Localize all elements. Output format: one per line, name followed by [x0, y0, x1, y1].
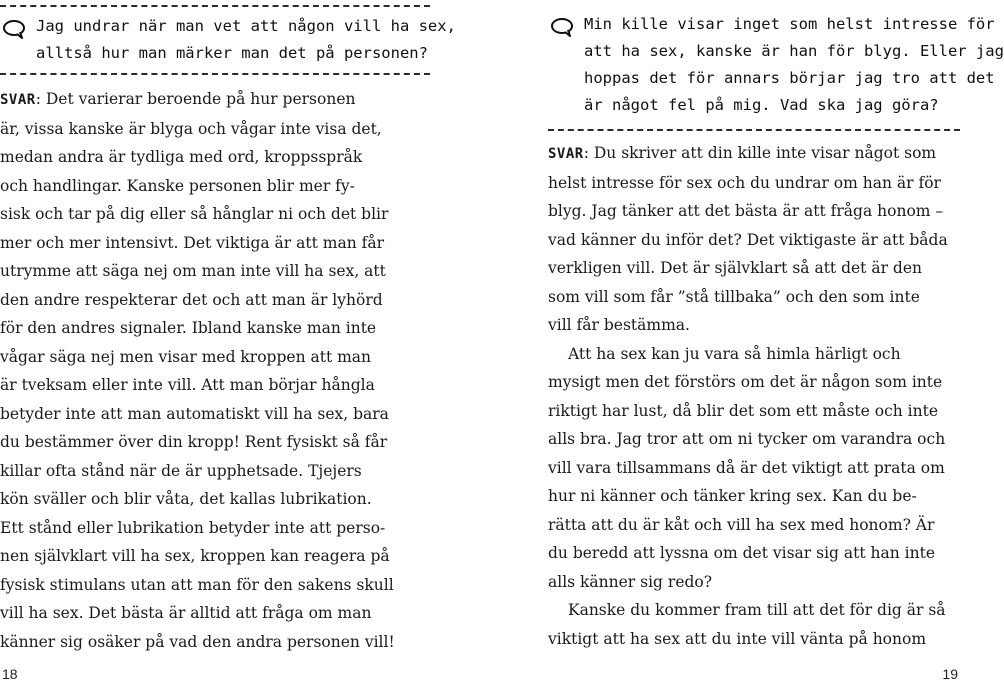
left-page: [0, 0, 456, 684]
answer-line: killar ofta stånd när de är upphetsade. Tjejers: [0, 461, 362, 480]
answer-line: vill vara tillsammans då är det viktigt att prata om: [548, 458, 945, 477]
answer-line: medan andra är tydliga med ord, kroppsspråk: [0, 148, 363, 166]
answer-line: mer och mer intensivt. Det viktiga är att man får: [0, 233, 384, 252]
answer-line: känner sig osäker på vad den andra personen vill!: [0, 632, 395, 651]
answer-line: nen självklart vill ha sex, kroppen kan reagera på: [0, 547, 390, 565]
right-page: [548, 0, 1004, 684]
question-line: att ha sex, kanske är han för blyg. Eller jag: [584, 42, 1004, 60]
speech-bubble-icon: [550, 17, 574, 37]
answer-line: viktigt att ha sex att du inte vill vänta på honom: [548, 629, 927, 648]
answer-line: vill ha sex. Det bästa är alltid att fråga om man: [0, 604, 372, 622]
answer-line: verkligen vill. Det är självklart så att det är den: [548, 259, 922, 277]
question-divider: [0, 73, 430, 75]
answer-line: för den andres signaler. Ibland kanske man inte: [0, 319, 377, 337]
answer-text: [0, 85, 430, 656]
answer-line: Ett stånd eller lubrikation betyder inte att perso-: [0, 518, 386, 537]
answer-line: betyder inte att man automatiskt vill ha sex, bara: [0, 404, 389, 423]
page-number: 18: [2, 666, 18, 682]
answer-line: fysisk stimulans utan att man för den sakens skull: [0, 575, 394, 594]
answer-line: är, vissa kanske är blyga och vågar inte visa det,: [0, 119, 382, 138]
question-line: Min kille visar inget som helst intresse för: [584, 15, 995, 33]
answer-line: utrymme att säga nej om man inte vill ha sex, att: [0, 262, 386, 280]
answer-line: SVAR: Du skriver att din kille inte visar något som: [548, 144, 937, 162]
answer-line: vad känner du inför det? Det viktigaste är att båda: [548, 230, 948, 249]
question-line: är något fel på mig. Vad ska jag göra?: [584, 96, 939, 114]
answer-line: rätta att du är kåt och vill ha sex med honom? Är: [548, 515, 935, 534]
answer-line: Kanske du kommer fram till att det för dig är så: [568, 601, 946, 619]
top-divider: [0, 5, 430, 7]
answer-label: SVAR: [0, 92, 36, 108]
question-line: hoppas det för annars börjar jag tro att det: [584, 69, 995, 87]
question-block: [0, 13, 456, 67]
answer-line: sisk och tar på dig eller så hånglar ni och det blir: [0, 205, 389, 223]
answer-label: SVAR: [548, 146, 584, 162]
answer-line: du bestämmer över din kropp! Rent fysiskt så får: [0, 433, 388, 451]
answer-line: alls bra. Jag tror att om ni tycker om varandra och: [548, 430, 946, 448]
answer-line: vill får bestämma.: [548, 316, 690, 334]
answer-line: är tveksam eller inte vill. Att man börjar hångla: [0, 376, 375, 394]
answer-line: vågar säga nej men visar med kroppen att man: [0, 347, 372, 366]
answer-line: och handlingar. Kanske personen blir mer fy-: [0, 176, 355, 195]
answer-line: du beredd att lyssna om det visar sig att han inte: [548, 544, 935, 562]
answer-line: riktigt har lust, då blir det som ett måste och inte: [548, 401, 939, 420]
question-block: [548, 11, 1004, 119]
page-number: 19: [942, 666, 958, 682]
answer-line: alls känner sig redo?: [548, 572, 713, 591]
answer-line: mysigt men det förstörs om det är någon som inte: [548, 373, 943, 391]
speech-bubble-icon: [2, 19, 26, 39]
question-line: alltså hur man märker man det på personen?: [36, 44, 428, 62]
answer-line: blyg. Jag tänker att det bästa är att fråga honom –: [548, 202, 944, 220]
answer-line: hur ni känner och tänker kring sex. Kan du be-: [548, 487, 917, 505]
answer-line: helst intresse för sex och du undrar om han är för: [548, 173, 941, 192]
question-divider: [548, 129, 960, 131]
answer-line: som vill som får ”stå tillbaka” och den som inte: [548, 287, 920, 306]
answer-line: Att ha sex kan ju vara så himla härligt och: [568, 344, 901, 363]
question-line: Jag undrar när man vet att någon vill ha sex,: [36, 17, 456, 35]
answer-line: kön sväller och blir våta, det kallas lubrikation.: [0, 490, 372, 508]
answer-text: [548, 139, 960, 653]
answer-line: SVAR: Det varierar beroende på hur personen: [0, 90, 356, 108]
answer-line: den andre respekterar det och att man är lyhörd: [0, 290, 383, 309]
